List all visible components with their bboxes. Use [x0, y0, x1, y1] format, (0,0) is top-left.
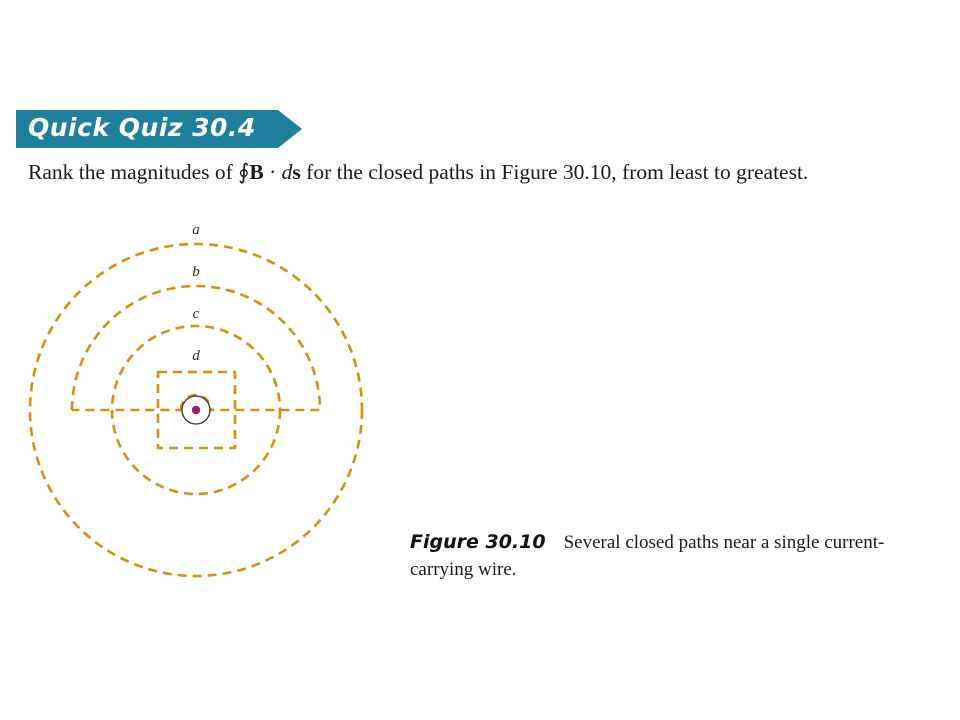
dot-operator: · — [263, 160, 282, 184]
differential-d: d — [281, 160, 293, 184]
quiz-banner — [16, 110, 302, 148]
wire-dot-icon — [192, 406, 200, 414]
vector-s: s — [292, 160, 301, 184]
closed-integral-symbol: ∮ — [238, 160, 250, 184]
label-c: c — [192, 306, 200, 322]
quiz-title: Quick Quiz 30.4 — [28, 113, 256, 142]
figure-30-10 — [0, 210, 400, 590]
label-b: b — [192, 264, 200, 280]
caption-text: Several closed paths near a single current-carrying wire. — [410, 532, 885, 580]
figure-caption — [410, 529, 910, 583]
label-a: a — [192, 222, 200, 238]
question-suffix: for the closed paths in Figure 30.10, from least to greatest. — [300, 160, 809, 184]
question-text — [28, 160, 808, 185]
vector-b: B — [249, 160, 264, 184]
question-prefix: Rank the magnitudes of — [28, 160, 239, 184]
caption-label: Figure 30.10 — [410, 531, 546, 553]
label-d: d — [192, 348, 200, 364]
